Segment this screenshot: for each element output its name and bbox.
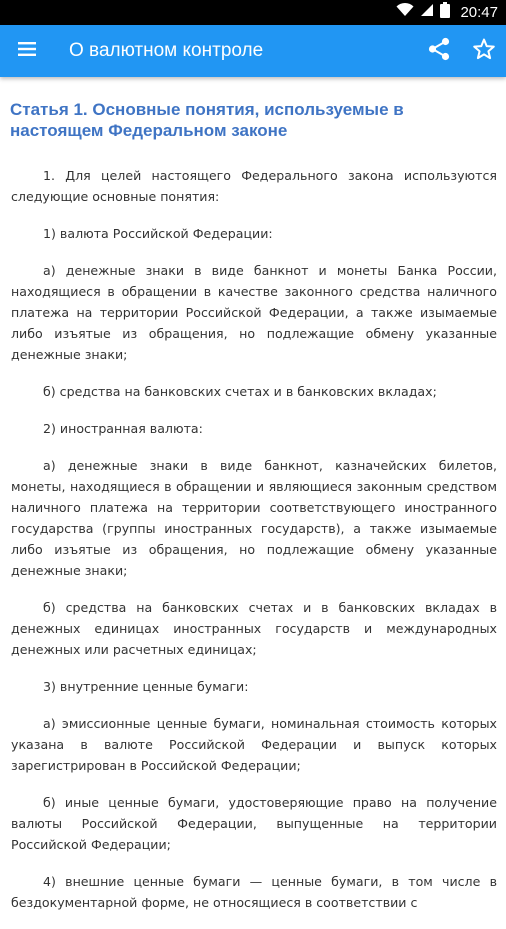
article-paragraph: а) эмиссионные ценные бумаги, номинальная стоимость которых указана в валюте Российской Федерации и выпуск которых зарегистрирован в Российской Федерации; [11,716,497,773]
article-paragraph: 3) внутренние ценные бумаги: [43,679,249,694]
star-icon [472,37,496,66]
article-content[interactable] [0,77,506,910]
wifi-icon [396,3,414,22]
article-paragraph: 2) иностранная валюта: [43,421,203,436]
article-paragraph: 1) валюта Российской Федерации: [43,226,273,241]
signal-icon [420,3,434,22]
menu-button[interactable] [11,35,43,67]
share-button[interactable] [423,35,455,67]
status-time: 20:47 [460,4,498,21]
favorite-button[interactable] [468,35,500,67]
app-title: О валютном контроле [69,40,264,61]
status-icons [396,0,498,25]
share-icon [428,37,450,66]
article-paragraph: 1. Для целей настоящего Федерального закона используются следующие основные понятия: [11,168,497,204]
status-bar [0,0,506,25]
article-paragraph: б) иные ценные бумаги, удостоверяющие право на получение валюты Российской Федерации, выпущенные на территории Российской Федерации; [11,795,497,852]
article-body [11,165,497,929]
article-paragraph: 4) внешние ценные бумаги — ценные бумаги, в том числе в бездокументарной форме, не относящиеся в соответствии с [11,874,497,910]
article-paragraph: а) денежные знаки в виде банкнот и монеты Банка России, находящиеся в обращении в качестве законного средства наличного платежа на территории Российской Федерации, а также изымаемые либо изъятые из обращения, но подлежащие обмену указанные денежные знаки; [11,263,497,362]
article-paragraph: б) средства на банковских счетах и в банковских вкладах в денежных единицах иностранных государств и международных денежных или расчетных единицах; [11,600,497,657]
app-bar [0,25,506,77]
article-paragraph: а) денежные знаки в виде банкнот, казначейских билетов, монеты, находящиеся в обращении и являющиеся законным средством наличного платежа на территории соответствующего иностранного государства (группы иностранных государств), а также изымаемые либо изъятые из обращения, но подлежащие обмену указанные денежные знаки; [11,458,497,578]
article-title: Статья 1. Основные понятия, используемые в настоящем Федеральном законе [10,100,404,140]
menu-icon [18,42,36,61]
article-paragraph: б) средства на банковских счетах и в банковских вкладах; [43,384,437,399]
battery-icon [440,2,450,23]
